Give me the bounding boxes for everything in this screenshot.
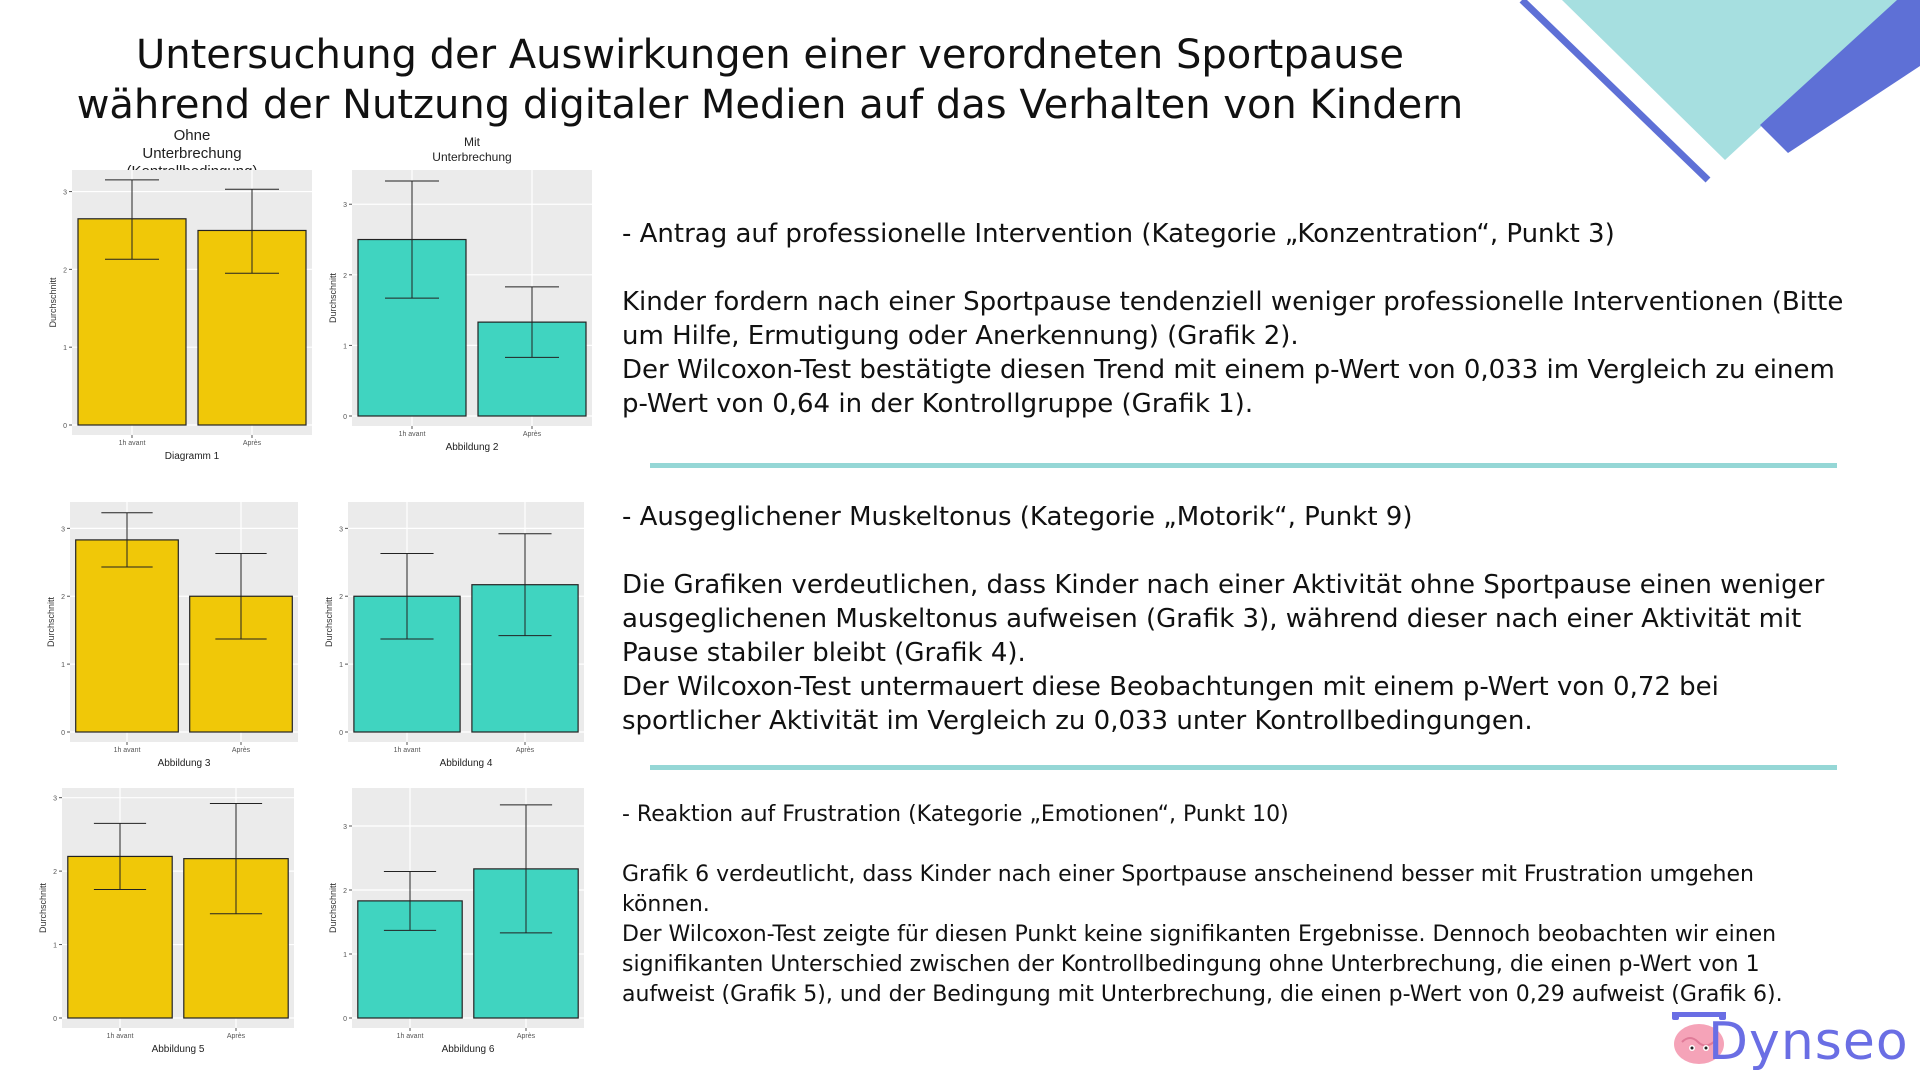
logo-text: Dynseo <box>1708 1012 1909 1072</box>
chart-6 <box>326 788 592 1060</box>
chart-caption: Diagramm 1 <box>164 451 220 462</box>
chart-caption: Abbildung 3 <box>157 758 211 769</box>
y-tick-label: 0 <box>53 1016 57 1023</box>
chart-3 <box>48 502 308 774</box>
y-tick-label: 2 <box>63 267 67 275</box>
y-tick-label: 2 <box>339 594 343 602</box>
y-axis-label: Durchschnitt <box>38 882 48 934</box>
y-tick-label: 3 <box>343 824 347 831</box>
title-line-1: Untersuchung der Auswirkungen einer verordneten Sportpause <box>135 32 1405 78</box>
section-heading: - Ausgeglichener Muskeltonus (Kategorie „Motorik“, Punkt 9) <box>622 502 1413 532</box>
section-divider <box>650 765 1837 770</box>
chart-header-line: Unterbrechung <box>432 150 512 164</box>
y-axis-label: Durchschnitt <box>48 277 58 328</box>
y-tick-label: 1 <box>339 662 343 670</box>
y-tick-label: 3 <box>53 795 57 803</box>
chart-caption: Abbildung 4 <box>439 758 493 769</box>
dynseo-logo <box>1670 1010 1910 1080</box>
x-tick-label: 1h avant <box>398 431 426 438</box>
y-tick-label: 2 <box>343 272 347 280</box>
y-tick-label: 2 <box>61 594 65 602</box>
y-tick-label: 3 <box>339 526 343 534</box>
y-tick-label: 1 <box>61 662 65 670</box>
x-tick-label: Après <box>226 1033 246 1040</box>
section-line: Der Wilcoxon-Test untermauert diese Beobachtungen mit einem p-Wert von 0,72 bei <box>622 672 1719 702</box>
chart-6-svg <box>326 788 592 1060</box>
section-emotionen <box>622 800 1892 1010</box>
section-line: können. <box>622 892 710 917</box>
chart-1-svg <box>48 127 318 474</box>
x-tick-label: Après <box>242 440 262 447</box>
section-line: Grafik 6 verdeutlicht, dass Kinder nach einer Sportpause anscheinend besser mit Frustration umgehen <box>622 862 1754 887</box>
chart-4 <box>324 502 592 774</box>
x-tick-label: 1h avant <box>396 1033 424 1040</box>
chart-caption: Abbildung 6 <box>441 1044 495 1055</box>
y-axis-label: Durchschnitt <box>328 882 338 934</box>
x-tick-label: Après <box>522 431 542 438</box>
x-tick-label: Après <box>515 747 535 754</box>
x-tick-label: 1h avant <box>113 747 141 754</box>
chart-2 <box>328 135 598 474</box>
section-line: Die Grafiken verdeutlichen, dass Kinder nach einer Aktivität ohne Sportpause einen weniger <box>622 570 1825 600</box>
section-line: um Hilfe, Ermutigung oder Anerkennung) (Grafik 2). <box>622 321 1299 351</box>
y-tick-label: 0 <box>339 730 343 737</box>
section-line: Kinder fordern nach einer Sportpause tendenziell weniger professionelle Interventionen (Bitte <box>622 287 1844 317</box>
y-tick-label: 0 <box>61 730 65 737</box>
y-tick-label: 2 <box>343 888 347 895</box>
y-tick-label: 0 <box>343 414 347 421</box>
chart-caption: Abbildung 2 <box>445 442 499 453</box>
y-tick-label: 3 <box>63 189 67 197</box>
section-concentration <box>622 217 1892 421</box>
section-line: aufweist (Grafik 5), und der Bedingung mit Unterbrechung, die einen p-Wert von 0,29 aufweist (Grafik 6). <box>622 982 1783 1007</box>
section-heading: - Antrag auf professionelle Intervention (Kategorie „Konzentration“, Punkt 3) <box>622 219 1615 249</box>
x-tick-label: 1h avant <box>118 440 146 447</box>
page-title <box>20 30 1520 130</box>
section-line: sportlicher Aktivität im Vergleich zu 0,033 unter Kontrollbedingungen. <box>622 706 1533 736</box>
bar <box>76 540 179 732</box>
section-line: Pause stabiler bleibt (Grafik 4). <box>622 638 1026 668</box>
chart-2-svg <box>328 135 598 474</box>
chart-3-svg <box>48 502 308 774</box>
y-tick-label: 3 <box>61 526 65 534</box>
y-tick-label: 2 <box>53 869 57 877</box>
x-tick-label: Après <box>231 747 251 754</box>
section-motorik <box>622 500 1892 738</box>
y-axis-label: Durchschnitt <box>324 596 334 648</box>
chart-header-line: Ohne <box>173 127 211 144</box>
section-line: Der Wilcoxon-Test zeigte für diesen Punkt keine signifikanten Ergebnisse. Dennoch beobachten wir einen <box>622 922 1777 947</box>
section-heading: - Reaktion auf Frustration (Kategorie „Emotionen“, Punkt 10) <box>622 802 1289 827</box>
y-tick-label: 1 <box>343 343 347 351</box>
chart-header-line: Mit <box>464 135 480 149</box>
y-tick-label: 0 <box>343 1016 347 1023</box>
section-line: ausgeglichenen Muskeltonus aufweisen (Grafik 3), während dieser nach einer Aktivität mit <box>622 604 1802 634</box>
chart-caption: Abbildung 5 <box>151 1044 205 1055</box>
y-tick-label: 3 <box>343 202 347 210</box>
y-tick-label: 0 <box>63 423 67 430</box>
chart-4-svg <box>324 502 592 774</box>
y-tick-label: 1 <box>53 942 57 950</box>
section-divider <box>650 463 1837 468</box>
chart-header-line: Unterbrechung <box>142 145 242 162</box>
x-tick-label: 1h avant <box>393 747 421 754</box>
x-tick-label: Après <box>516 1033 536 1040</box>
chart-1 <box>48 127 318 474</box>
chart-5 <box>38 788 302 1060</box>
x-tick-label: 1h avant <box>106 1033 134 1040</box>
y-tick-label: 1 <box>343 952 347 959</box>
y-axis-label: Durchschnitt <box>328 272 338 324</box>
chart-5-svg <box>38 788 302 1060</box>
y-tick-label: 1 <box>63 345 67 353</box>
section-line: Der Wilcoxon-Test bestätigte diesen Trend mit einem p-Wert von 0,033 im Vergleich zu einem <box>622 355 1835 385</box>
title-line-2: während der Nutzung digitaler Medien auf das Verhalten von Kindern <box>76 82 1464 128</box>
y-axis-label: Durchschnitt <box>46 596 56 648</box>
section-line: p-Wert von 0,64 in der Kontrollgruppe (Grafik 1). <box>622 389 1254 419</box>
section-line: signifikanten Unterschied zwischen der Kontrollbedingung ohne Unterbrechung, die einen p-Wert von 1 <box>622 952 1760 977</box>
